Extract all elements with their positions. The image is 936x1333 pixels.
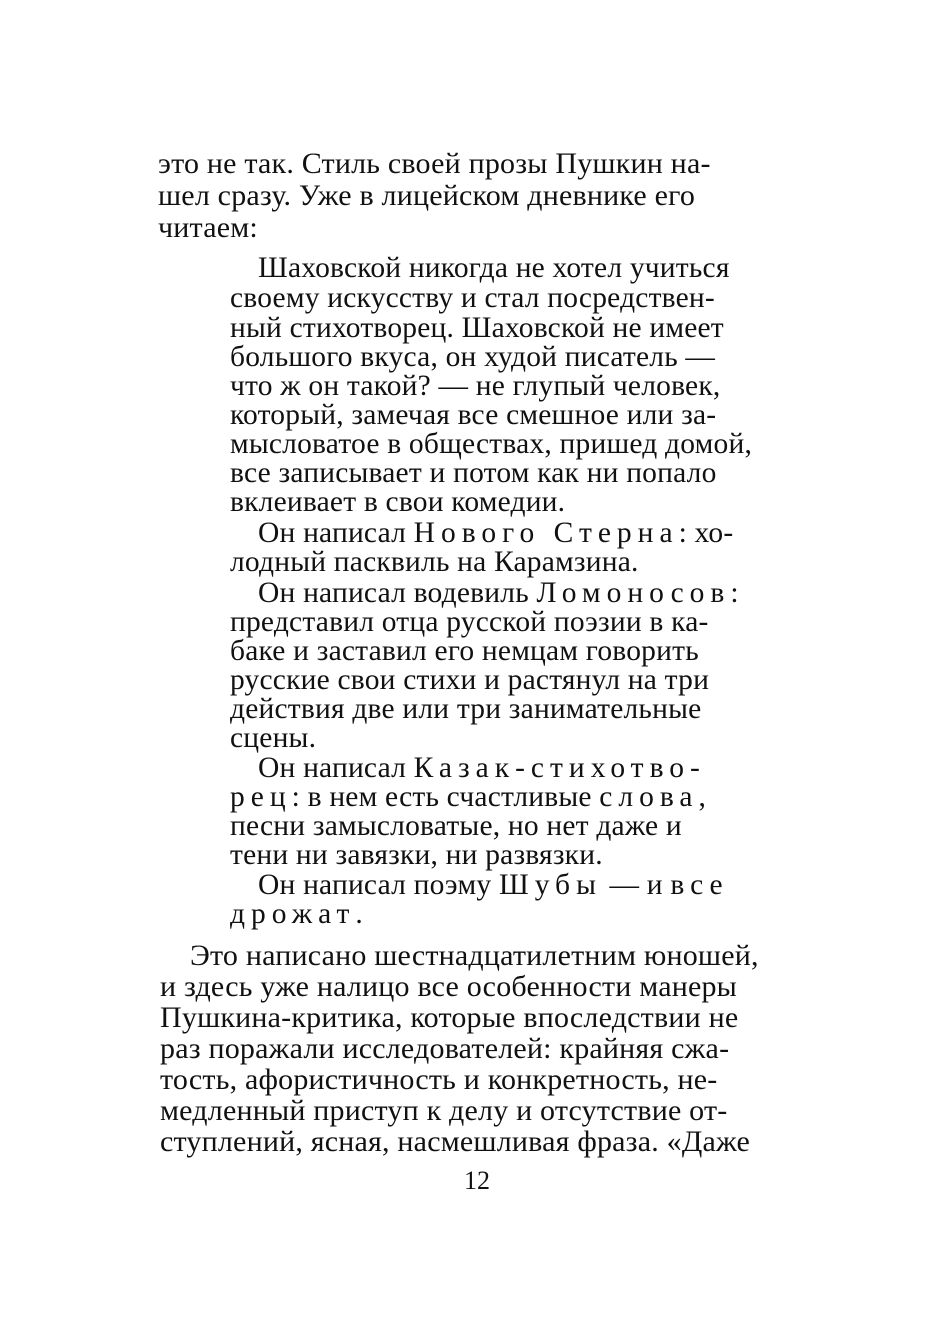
body-line: и здесь уже налицо все особенности манеры (160, 970, 738, 1003)
work-title: Ломоносов (536, 577, 731, 609)
quote-line: сцены. (230, 722, 317, 754)
quote-text: , (698, 781, 707, 813)
quote-text: : хо- (678, 517, 734, 549)
quote-line: Шаховской никогда не хотел учиться (258, 252, 730, 284)
quote-line: действия две или три занимательные (230, 693, 702, 725)
quote-line (258, 517, 733, 549)
page-number: 12 (464, 1166, 490, 1195)
quote-line: русские свои стихи и растянул на три (230, 664, 710, 696)
quote-line: вклеивает в свои комедии. (230, 486, 566, 518)
intro-line: это не так. Стиль своей прозы Пушкин на- (158, 147, 711, 180)
body-line: Пушкина-критика, которые впоследствии не (160, 1001, 739, 1034)
quote-text: : (730, 577, 739, 609)
intro-line: шел сразу. Уже в лицейском дневнике его (158, 179, 696, 212)
work-title: Нового Стерна (413, 517, 679, 549)
body-line: медленный приступ к делу и отсутствие от- (160, 1094, 728, 1127)
quote-line: баке и заставил его немцам говорить (230, 635, 699, 667)
body-line: Это написано шестнадцатилетним юношей, (190, 939, 759, 972)
quote-text: — и (601, 869, 671, 901)
work-title: рец (230, 781, 292, 813)
body-line: ступлений, ясная, насмешливая фраза. «Даже (160, 1125, 751, 1158)
quote-line: тени ни завязки, ни развязки. (230, 839, 603, 871)
quote-line (258, 869, 729, 901)
work-title: Шубы (498, 869, 602, 901)
emphasis-word: дрожат (230, 898, 356, 930)
quote-text: Он написал поэму (258, 869, 499, 901)
quote-line: представил отца русской поэзии в ка- (230, 606, 709, 638)
quote-text: Он написал водевиль (258, 577, 537, 609)
quote-line (258, 752, 706, 784)
quote-line (230, 781, 706, 813)
quote-line: большого вкуса, он худой писатель — (230, 341, 716, 373)
emphasis-word: все (670, 869, 729, 901)
quote-line: песни замысловатые, но нет даже и (230, 810, 682, 842)
emphasis-word: слова (599, 781, 699, 813)
quote-line (258, 577, 739, 609)
body-line: раз поражали исследователей: крайняя сжа- (160, 1032, 730, 1065)
quote-line: мысловатое в обществах, пришед домой, (230, 428, 753, 460)
work-title: Казак-стихотво- (413, 752, 706, 784)
quote-text: : в нем есть счастливые (291, 781, 600, 813)
quote-line: ный стихотворец. Шаховской не имеет (230, 312, 724, 344)
quote-text: Он написал (258, 517, 414, 549)
quote-line (230, 898, 363, 930)
intro-line: читаем: (158, 211, 258, 244)
quote-line: что ж он такой? — не глупый человек, (230, 370, 721, 402)
quote-line: своему искусству и стал посредствен- (230, 282, 715, 314)
quote-text: Он написал (258, 752, 414, 784)
quote-line: который, замечая все смешное или за- (230, 399, 717, 431)
body-line: тость, афористичность и конкретность, не- (160, 1063, 718, 1096)
quote-line: все записывает и потом как ни попало (230, 457, 717, 489)
quote-line: лодный пасквиль на Карамзина. (230, 546, 639, 578)
quote-text: . (355, 898, 363, 930)
